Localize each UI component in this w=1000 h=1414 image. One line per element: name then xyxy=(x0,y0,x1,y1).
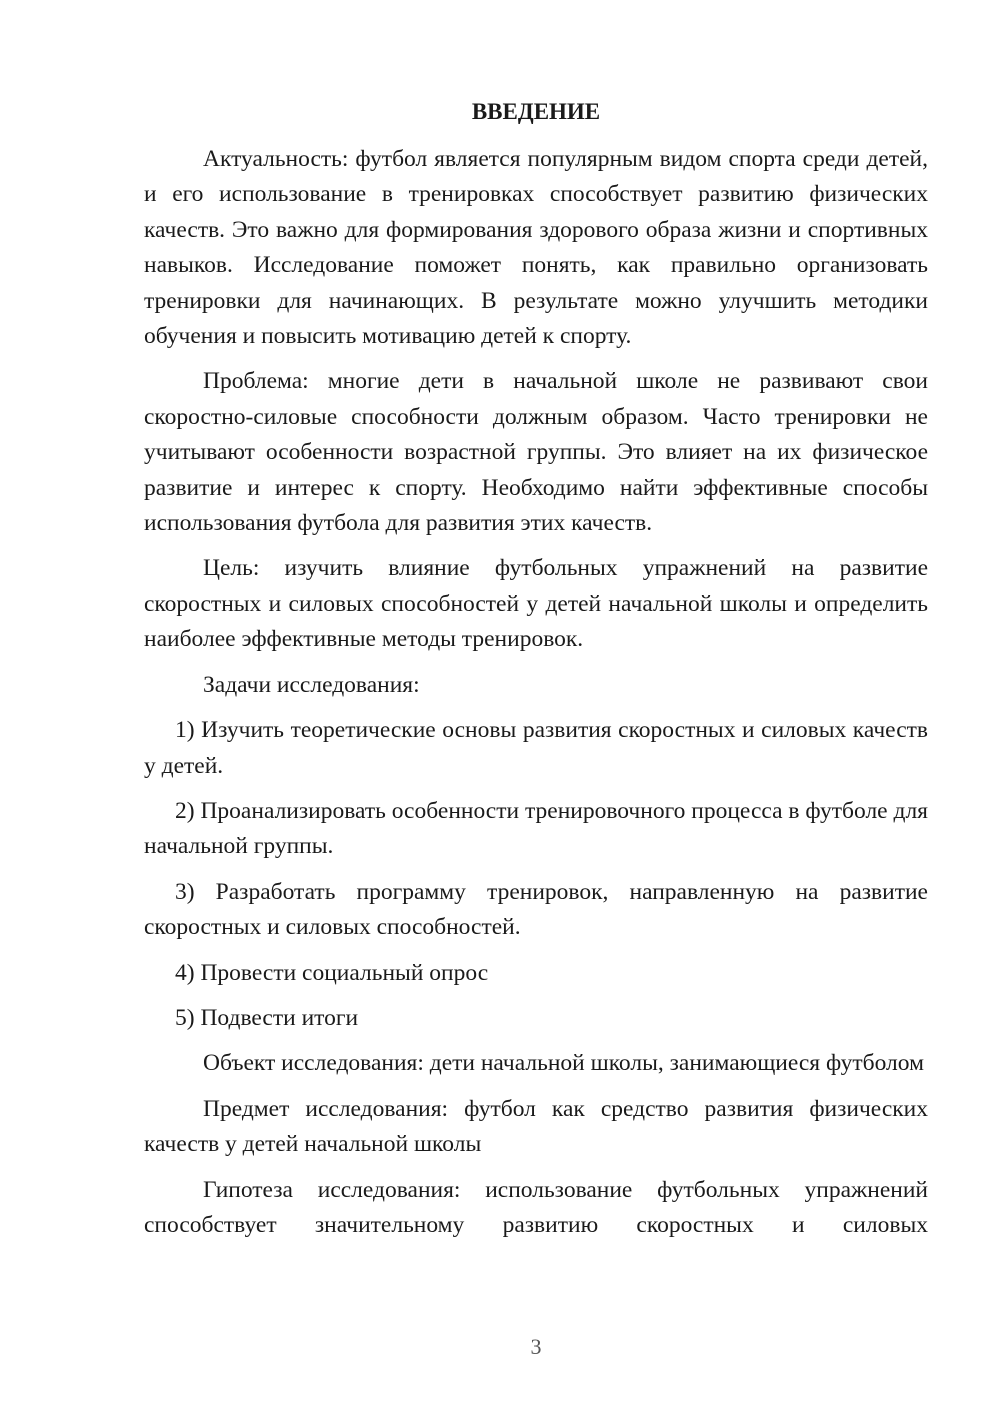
task-item-2: 2) Проанализировать особенности тренировочного процесса в футболе для начальной группы. xyxy=(144,797,928,860)
hypothesis-paragraph: Гипотеза исследования: использование футбольных упражнений способствует значительному развитию скоростных и силовых xyxy=(144,1176,928,1238)
object-paragraph: Объект исследования: дети начальной школы, занимающиеся футболом xyxy=(203,1050,924,1077)
section-title: ВВЕДЕНИЕ xyxy=(471,99,601,124)
problem-paragraph: Проблема: многие дети в начальной школе не развивают свои скоростно-силовые способности должным образом. Часто тренировки не учитывают особенности возрастной группы. Это влияет на их физическое развитие и интерес к спорту. Необходимо найти эффективные способы использования футбола для развития этих качеств. xyxy=(144,368,928,537)
task-item-5: 5) Подвести итоги xyxy=(175,1004,359,1031)
page-number: 3 xyxy=(530,1334,542,1359)
document-body xyxy=(144,142,928,1253)
tasks-heading: Задачи исследования: xyxy=(203,671,420,698)
task-item-3: 3) Разработать программу тренировок, направленную на развитие скоростных и силовых способностей. xyxy=(144,878,928,941)
task-item-1: 1) Изучить теоретические основы развития скоростных и силовых качеств у детей. xyxy=(144,717,928,779)
relevance-paragraph: Актуальность: футбол является популярным видом спорта среди детей, и его использование в тренировках способствует развитию физических качеств. Это важно для формирования здорового образа жизни и спортивных навыков. Исследование поможет понять, как правильно организовать тренировки для начинающих. В результате можно улучшить методики обучения и повысить мотивацию детей к спорту. xyxy=(144,146,928,350)
subject-paragraph: Предмет исследования: футбол как средство развития физических качеств у детей начальной школы xyxy=(144,1095,928,1158)
goal-paragraph: Цель: изучить влияние футбольных упражнений на развитие скоростных и силовых способностей у детей начальной школы и определить наиболее эффективные методы тренировок. xyxy=(144,555,928,653)
task-item-4: 4) Провести социальный опрос xyxy=(175,959,489,986)
